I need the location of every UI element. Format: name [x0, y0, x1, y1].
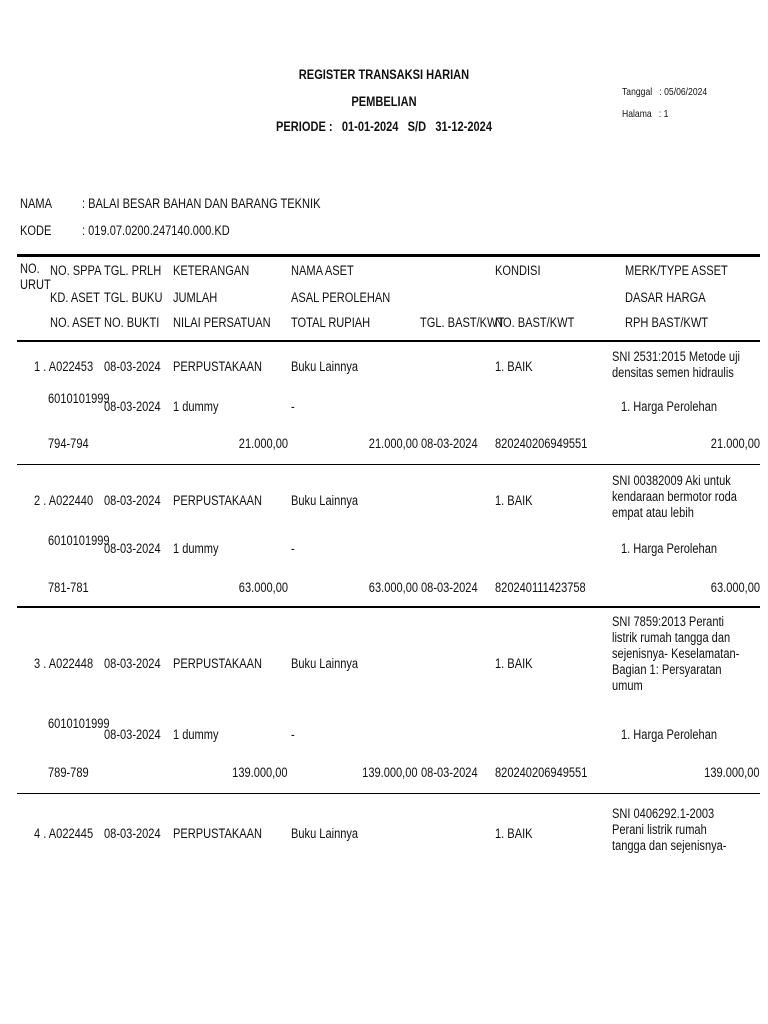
row-kd-aset: 6010101999 — [48, 716, 110, 731]
row-no-bast: 820240206949551 — [495, 436, 588, 451]
row-dasar-harga: 1. Harga Perolehan — [621, 541, 718, 556]
row-merk: SNI 2531:2015 Metode uji densitas semen hidraulis — [612, 349, 741, 380]
row-merk: SNI 7859:2013 Peranti listrik rumah tangga dan sejenisnya- Keselamatan- Bagian 1: Persyaratan umum — [612, 614, 740, 693]
row-divider — [17, 464, 760, 465]
row-jumlah: 1 dummy — [173, 727, 219, 742]
row-nilai-satuan: 139.000,00 — [232, 765, 288, 780]
row-no-aset: 789-789 — [48, 765, 89, 780]
col-nama-aset: NAMA ASET — [291, 263, 354, 278]
row-rph-bast: 139.000,00 — [704, 765, 760, 780]
row-kondisi: 1. BAIK — [495, 656, 533, 671]
col-no-urut: NO. URUT — [20, 261, 51, 292]
row-nama-aset: Buku Lainnya — [291, 493, 359, 508]
col-total-rupiah: TOTAL RUPIAH — [291, 315, 371, 330]
col-kd-aset: KD. ASET — [50, 290, 100, 305]
row-no-aset: 794-794 — [48, 436, 89, 451]
row-tgl-buku: 08-03-2024 — [104, 541, 161, 556]
row-rph-bast: 21.000,00 — [710, 436, 760, 451]
row-total: 139.000,00 — [362, 765, 418, 780]
col-jumlah: JUMLAH — [173, 290, 218, 305]
row-nilai-satuan: 21.000,00 — [238, 436, 288, 451]
row-keterangan: PERPUSTAKAAN — [173, 826, 262, 841]
row-nilai-satuan: 63.000,00 — [238, 580, 288, 595]
kode-label: KODE — [20, 223, 52, 238]
row-nama-aset: Buku Lainnya — [291, 359, 359, 374]
row-no-sppa: 3 . A022448 — [34, 656, 94, 671]
row-kondisi: 1. BAIK — [495, 493, 533, 508]
row-rph-bast: 63.000,00 — [710, 580, 760, 595]
row-no-aset: 781-781 — [48, 580, 89, 595]
row-tgl-buku: 08-03-2024 — [104, 727, 161, 742]
col-nilai-persatuan: NILAI PERSATUAN — [173, 315, 271, 330]
row-asal: - — [291, 399, 295, 414]
row-kd-aset: 6010101999 — [48, 533, 110, 548]
row-tgl-prlh: 08-03-2024 — [104, 656, 161, 671]
col-keterangan: KETERANGAN — [173, 263, 250, 278]
col-asal-perolehan: ASAL PEROLEHAN — [291, 290, 391, 305]
header-top-rule — [17, 254, 760, 257]
nama-label: NAMA — [20, 196, 52, 211]
col-merk: MERK/TYPE ASSET — [625, 263, 728, 278]
col-no-bukti: NO. BUKTI — [104, 315, 160, 330]
row-merk: SNI 0406292.1-2003 Perani listrik rumah tangga dan sejenisnya- — [612, 806, 727, 853]
row-tgl-prlh: 08-03-2024 — [104, 826, 161, 841]
col-tgl-prlh: TGL. PRLH — [104, 263, 162, 278]
row-keterangan: PERPUSTAKAAN — [173, 656, 262, 671]
row-merk: SNI 00382009 Aki untuk kendaraan bermotor roda empat atau lebih — [612, 473, 737, 520]
header-bottom-rule — [17, 340, 760, 342]
row-dasar-harga: 1. Harga Perolehan — [621, 399, 718, 414]
row-divider — [17, 793, 760, 794]
report-date: Tanggal : 05/06/2024 — [622, 86, 708, 98]
col-rph-bast: RPH BAST/KWT — [625, 315, 709, 330]
row-kondisi: 1. BAIK — [495, 359, 533, 374]
row-no-sppa: 2 . A022440 — [34, 493, 94, 508]
col-no-aset: NO. ASET — [50, 315, 102, 330]
row-total: 63.000,00 — [368, 580, 418, 595]
row-no-bast: 820240206949551 — [495, 765, 588, 780]
row-keterangan: PERPUSTAKAAN — [173, 359, 262, 374]
row-keterangan: PERPUSTAKAAN — [173, 493, 262, 508]
row-jumlah: 1 dummy — [173, 399, 219, 414]
row-jumlah: 1 dummy — [173, 541, 219, 556]
row-kd-aset: 6010101999 — [48, 391, 110, 406]
col-no-sppa: NO. SPPA — [50, 263, 102, 278]
row-tgl-bast: 08-03-2024 — [421, 580, 478, 595]
row-tgl-prlh: 08-03-2024 — [104, 493, 161, 508]
report-subtitle: PEMBELIAN — [351, 94, 417, 109]
col-no-bast: NO. BAST/KWT — [495, 315, 575, 330]
row-tgl-prlh: 08-03-2024 — [104, 359, 161, 374]
col-dasar-harga: DASAR HARGA — [625, 290, 706, 305]
row-nama-aset: Buku Lainnya — [291, 826, 359, 841]
row-divider — [17, 606, 760, 608]
row-tgl-bast: 08-03-2024 — [421, 436, 478, 451]
row-dasar-harga: 1. Harga Perolehan — [621, 727, 718, 742]
col-tgl-bast: TGL. BAST/KWT — [420, 315, 505, 330]
row-tgl-buku: 08-03-2024 — [104, 399, 161, 414]
nama-value: : BALAI BESAR BAHAN DAN BARANG TEKNIK — [82, 196, 321, 211]
row-no-bast: 820240111423758 — [495, 580, 586, 595]
report-title: REGISTER TRANSAKSI HARIAN — [298, 67, 470, 82]
report-period: PERIODE : 01-01-2024 S/D 31-12-2024 — [276, 119, 492, 134]
row-kondisi: 1. BAIK — [495, 826, 533, 841]
row-total: 21.000,00 — [368, 436, 418, 451]
kode-value: : 019.07.0200.247140.000.KD — [82, 223, 230, 238]
report-page: Halama : 1 — [622, 108, 669, 120]
row-asal: - — [291, 541, 295, 556]
row-asal: - — [291, 727, 295, 742]
row-nama-aset: Buku Lainnya — [291, 656, 359, 671]
row-no-sppa: 4 . A022445 — [34, 826, 94, 841]
col-tgl-buku: TGL. BUKU — [104, 290, 163, 305]
row-tgl-bast: 08-03-2024 — [421, 765, 478, 780]
col-kondisi: KONDISI — [495, 263, 541, 278]
row-no-sppa: 1 . A022453 — [34, 359, 94, 374]
